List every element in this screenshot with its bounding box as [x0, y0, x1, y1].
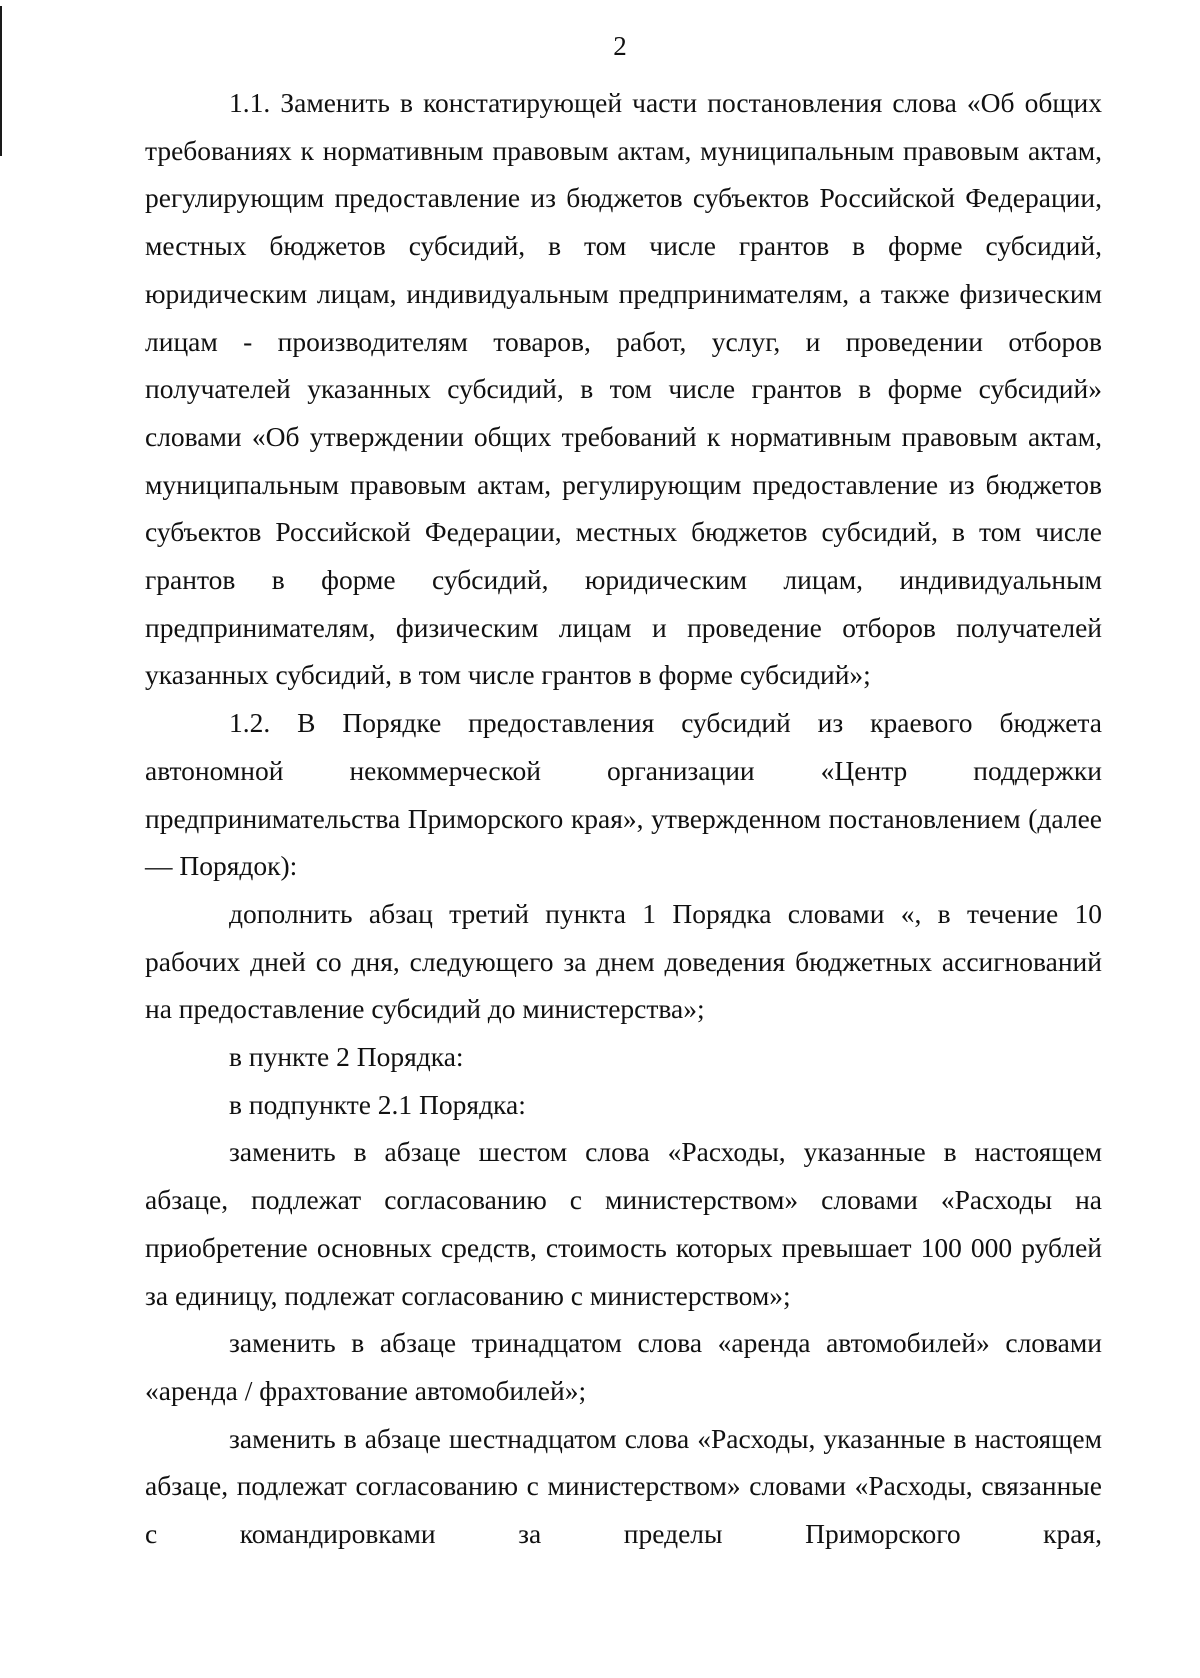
paragraph-point-2: в пункте 2 Порядка: — [229, 1041, 464, 1073]
page-number: 2 — [613, 31, 627, 61]
scan-edge-mark — [0, 6, 2, 156]
paragraph-amend-sixth: заменить в абзаце шестом слова «Расходы, указанные в настоящем абзаце, подлежат согласованию с министерством» словами «Расходы на приобретение основных средств, стоимость которых превышает 100 000 рублей за единицу, подлежат согласованию с министерством»; — [145, 1136, 1102, 1311]
paragraph-amend-thirteenth: заменить в абзаце тринадцатом слова «аренда автомобилей» словами «аренда / фрахтование автомобилей»; — [145, 1327, 1102, 1406]
document-body — [145, 79, 1102, 1558]
paragraph-1-1: 1.1. Заменить в констатирующей части постановления слова «Об общих требованиях к нормативным правовым актам, муниципальным правовым актам, регулирующим предоставление из бюджетов субъектов Российской Федерации, местных бюджетов субсидий, в том числе грантов в форме субсидий, юридическим лицам, индивидуальным предпринимателям, а также физическим лицам - производителям товаров, работ, услуг, и проведении отборов получателей указанных субсидий, в том числе грантов в форме субсидий» словами «Об утверждении общих требований к нормативным правовым актам, муниципальным правовым актам, регулирующим предоставление из бюджетов субъектов Российской Федерации, местных бюджетов субсидий, в том числе грантов в форме субсидий, юридическим лицам, индивидуальным предпринимателям, физическим лицам и проведение отборов получателей указанных субсидий, в том числе грантов в форме субсидий»; — [145, 87, 1102, 691]
paragraph-amend-point-1: дополнить абзац третий пункта 1 Порядка словами «, в течение 10 рабочих дней со дня, следующего за днем доведения бюджетных ассигнований на предоставление субсидий до министерства»; — [145, 897, 1102, 1025]
paragraph-amend-sixteenth: заменить в абзаце шестнадцатом слова «Расходы, указанные в настоящем абзаце, подлежат согласованию с министерством» словами «Расходы, связанные с командировками за пределы Приморского края, — [145, 1422, 1102, 1550]
paragraph-subpoint-2-1: в подпункте 2.1 Порядка: — [229, 1088, 526, 1120]
paragraph-1-2: 1.2. В Порядке предоставления субсидий из краевого бюджета автономной некоммерческой организации «Центр поддержки предпринимательства Приморского края», утвержденном постановлением (далее — Порядок): — [145, 707, 1102, 882]
